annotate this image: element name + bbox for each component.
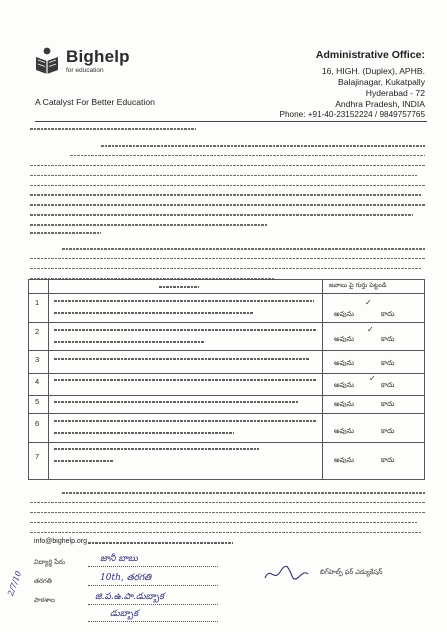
salutation [30, 128, 425, 138]
yes-option[interactable]: అవును [334, 381, 354, 389]
no-option[interactable]: కాదు [381, 335, 395, 343]
eligibility-table [28, 279, 425, 480]
yes-option[interactable]: అవును [334, 400, 354, 408]
yes-option[interactable]: అవును [334, 427, 354, 435]
tick-mark-icon: ✓ [365, 298, 372, 307]
intro-paragraph [30, 145, 425, 234]
row-number: 1 [35, 298, 40, 307]
tagline: A Catalyst For Better Education [35, 97, 155, 107]
closing-paragraph [30, 492, 425, 541]
signature-scribble [262, 562, 312, 584]
school-value: జి.ప.ఉ.పా.డుబ్బాక [95, 592, 164, 602]
signoff: బిగ్‌హెల్ప్ ఫర్ ఎడ్యుకేషన్ [320, 568, 383, 576]
brand-subtitle: for education [66, 67, 104, 74]
tick-mark-icon: ✓ [369, 374, 376, 383]
no-option[interactable]: కాదు [381, 400, 395, 408]
address-line-4: Andhra Pradesh, INDIA [335, 99, 425, 109]
no-option[interactable]: కాదు [381, 359, 395, 367]
no-option[interactable]: కాదు [381, 310, 395, 318]
row-number: 2 [35, 327, 40, 336]
yes-option[interactable]: అవును [334, 335, 354, 343]
contact-email[interactable]: info@bighelp.org [34, 538, 88, 545]
questions-header [159, 286, 199, 288]
brand-name: Bighelp [66, 47, 130, 66]
student-name-label: విద్యార్థి పేరు [34, 558, 66, 566]
address-line-2: Balajinagar, Kukatpally [338, 77, 425, 87]
bighelp-logo-icon [34, 46, 60, 76]
class-value: 10th, తరగతి [100, 573, 152, 583]
phone-number: Phone: +91-40-23152224 / 9849757765 [279, 110, 425, 119]
header-divider [35, 121, 427, 122]
row-number: 4 [35, 377, 40, 386]
no-option[interactable]: కాదు [381, 381, 395, 389]
no-option[interactable]: కాదు [381, 427, 395, 435]
answer-header: జవాబు పై గుర్తు పెట్టండి [329, 282, 387, 289]
student-name-value: జానీ బాబు [100, 554, 138, 564]
row-number: 6 [35, 419, 40, 428]
yes-option[interactable]: అవును [334, 456, 354, 464]
student-greeting [30, 232, 425, 242]
handwritten-date: 2/7/10 [6, 569, 24, 598]
class-label: తరగతి [34, 577, 52, 585]
row-number: 3 [35, 355, 40, 364]
yes-option[interactable]: అవును [334, 310, 354, 318]
school-label: పాఠశాల [34, 596, 55, 604]
office-title: Administrative Office: [315, 49, 425, 61]
row-number: 7 [35, 452, 40, 461]
address-line-3: Hyderabad - 72 [365, 88, 425, 98]
row-number: 5 [35, 397, 40, 406]
place-value: డుబ్బాక [110, 609, 139, 619]
no-option[interactable]: కాదు [381, 456, 395, 464]
yes-option[interactable]: అవును [334, 359, 354, 367]
address-line-1: 16, HIGH. (Duplex), APHB. [321, 66, 425, 76]
tick-mark-icon: ✓ [367, 325, 374, 334]
